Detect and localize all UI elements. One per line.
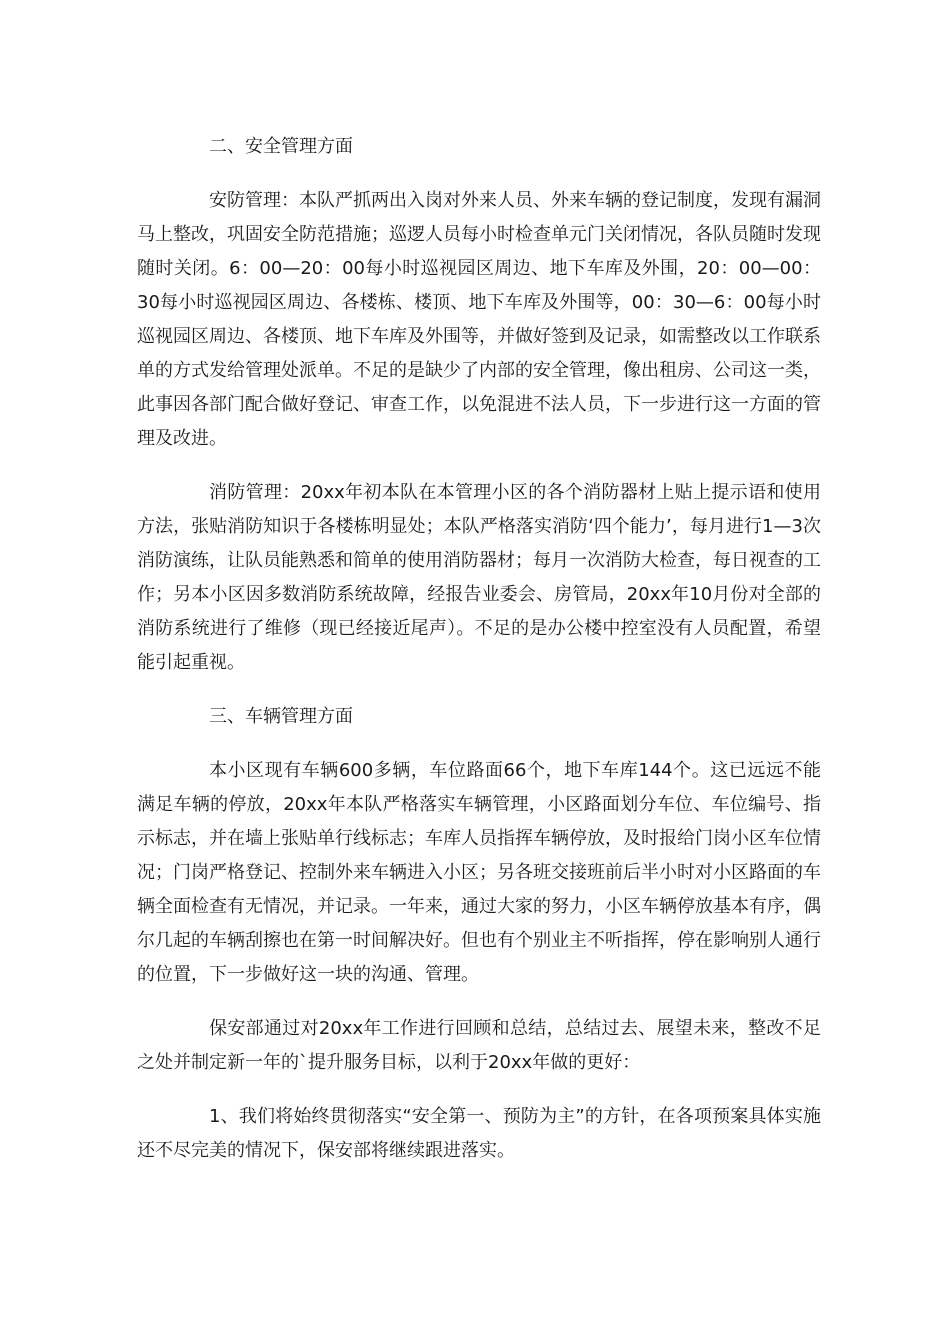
paragraph-fire-safety: 消防管理：20xx年初本队在本管理小区的各个消防器材上贴上提示语和使用方法，张贴消防知识于各楼栋明显处；本队严格落实消防‘四个能力’，每月进行1—3次消防演练，让队员能熟悉和简单的使用消防器材；每月一次消防大检查，每日视查的工作；另本小区因多数消防系统故障，经报告业委会、房管局，20xx年10月份对全部的消防系统进行了维修（现已经接近尾声）。不足的是办公楼中控室没有人员配置，希望能引起重视。	[137, 482, 821, 673]
section-heading-vehicles: 三、车辆管理方面	[209, 706, 353, 727]
paragraph-goal-1: 1、我们将始终贯彻落实“安全第一、预防为主”的方针，在各项预案具体实施还不尽完美的情况下，保安部将继续跟进落实。	[137, 1106, 821, 1161]
paragraph-summary: 保安部通过对20xx年工作进行回顾和总结，总结过去、展望未来，整改不足之处并制定新一年的`提升服务目标，以利于20xx年做的更好：	[137, 1018, 821, 1073]
section-heading-security: 二、安全管理方面	[209, 136, 353, 157]
paragraph-security-patrol: 安防管理：本队严抓两出入岗对外来人员、外来车辆的登记制度，发现有漏洞马上整改，巩固安全防范措施；巡逻人员每小时检查单元门关闭情况，各队员随时发现随时关闭。6：00—20：00每小时巡视园区周边、地下车库及外围，20：00—00：30每小时巡视园区周边、各楼栋、楼顶、地下车库及外围等，00：30—6：00每小时巡视园区周边、各楼顶、地下车库及外围等，并做好签到及记录，如需整改以工作联系单的方式发给管理处派单。不足的是缺少了内部的安全管理，像出租房、公司这一类，此事因各部门配合做好登记、审查工作，以免混进不法人员，下一步进行这一方面的管理及改进。	[137, 190, 822, 449]
paragraph-vehicle-management: 本小区现有车辆600多辆，车位路面66个，地下车库144个。这已远远不能满足车辆的停放，20xx年本队严格落实车辆管理，小区路面划分车位、车位编号、指示标志，并在墙上张贴单行线标志；车库人员指挥车辆停放，及时报给门岗小区车位情况；门岗严格登记、控制外来车辆进入小区；另各班交接班前后半小时对小区路面的车辆全面检查有无情况，并记录。一年来，通过大家的努力，小区车辆停放基本有序，偶尔几起的车辆刮擦也在第一时间解决好。但也有个别业主不听指挥，停在影响别人通行的位置，下一步做好这一块的沟通、管理。	[137, 760, 821, 985]
document-body	[137, 130, 821, 1188]
